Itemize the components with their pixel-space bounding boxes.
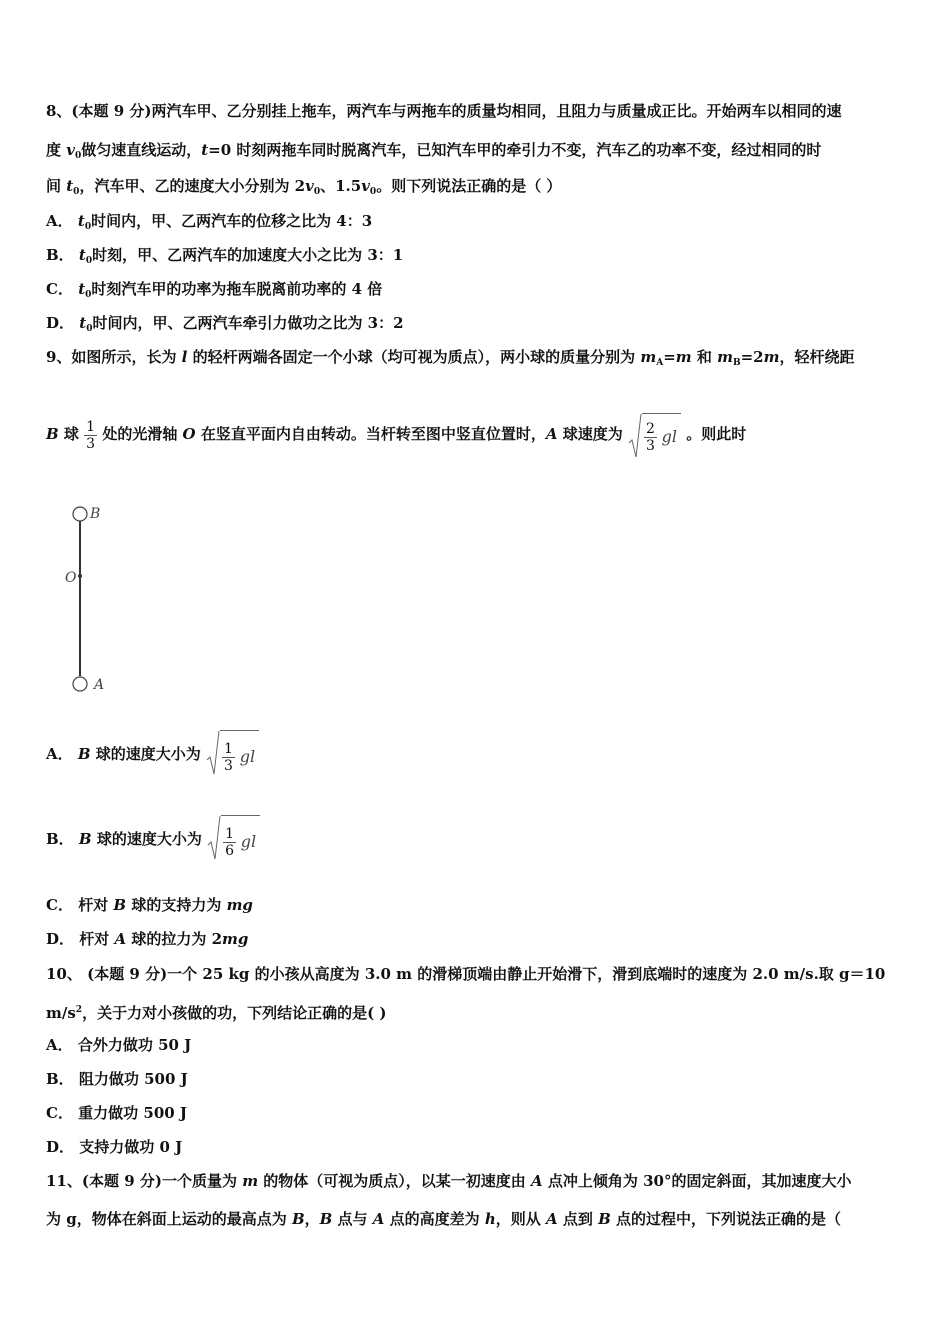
sqrt-expression: $\frac{2}{3}$ gl xyxy=(628,413,681,457)
q8-line-2: 度 $v_0$做匀速直线运动，t=0 时刻两拖车同时脱离汽车，已知汽车甲的牵引力不变，汽车乙的功率不变，经过相同的时 xyxy=(46,141,822,161)
q8-option-c: C． $t_0$时刻汽车甲的功率为拖车脱离前功率的 4 倍 xyxy=(46,280,383,300)
q8-option-a: A． $t_0$时间内，甲、乙两汽车的位移之比为 4：3 xyxy=(46,212,373,232)
ball-a xyxy=(73,677,87,691)
label-a: A xyxy=(94,677,105,693)
q8-option-b: B． $t_0$时刻，甲、乙两汽车的加速度大小之比为 3：1 xyxy=(46,246,404,266)
q9-option-c: C． 杆对 B 球的支持力为 mg xyxy=(46,896,253,914)
q9-line-2: B 球 $\frac{1}{3}$ 处的光滑轴 O 在竖直平面内自由转动。当杆转至图中竖直位置时，A 球速度为 $\frac{2}{3}$ gl 。则此时 xyxy=(46,413,746,457)
q9-line-1: 9、如图所示，长为 l 的轻杆两端各固定一个小球（均可视为质点），两小球的质量分别为 $m_A=m$ 和 $m_B=2m$，轻杆绕距 xyxy=(46,348,855,368)
q9-option-b: B． B 球的速度大小为 $\frac{1}{6}$ gl xyxy=(46,815,260,865)
q10-option-d: D． 支持力做功 0 J xyxy=(46,1138,183,1156)
q11-line-2: 为 g，物体在斜面上运动的最高点为 B，B 点与 A 点的高度差为 h，则从 A 点到 B 点的过程中，下列说法正确的是（ xyxy=(46,1210,842,1228)
label-b: B xyxy=(90,506,101,522)
q10-line-2: $m/s^2$，关于力对小孩做的功，下列结论正确的是( ) xyxy=(46,1004,387,1022)
fraction-one-third: $\frac{1}{3}$ xyxy=(86,418,96,452)
rod-diagram xyxy=(52,500,132,700)
q9-option-a: A． B 球的速度大小为 $\frac{1}{3}$ gl xyxy=(46,730,259,780)
q9-option-d: D． 杆对 A 球的拉力为 2mg xyxy=(46,930,249,948)
q10-line-1: 10、 (本题 9 分)一个 25 kg 的小孩从高度为 3.0 m 的滑梯顶端由静止开始滑下，滑到底端时的速度为 2.0 m/s.取 g＝10 xyxy=(46,965,886,983)
pivot-o xyxy=(78,574,82,578)
sqrt-one-third-gl: $\frac{1}{3}$ gl xyxy=(206,730,259,780)
q8-line-1: 8、(本题 9 分)两汽车甲、乙分别挂上拖车，两汽车与两拖车的质量均相同，且阻力与质量成正比。开始两车以相同的速 xyxy=(46,102,842,120)
q10-option-c: C． 重力做功 500 J xyxy=(46,1104,188,1122)
label-o: O xyxy=(65,570,77,586)
ball-b xyxy=(73,507,87,521)
q10-option-a: A． 合外力做功 50 J xyxy=(46,1036,192,1054)
q11-line-1: 11、(本题 9 分)一个质量为 m 的物体（可视为质点），以某一初速度由 A 点冲上倾角为 30°的固定斜面，其加速度大小 xyxy=(46,1172,852,1190)
q8-option-d: D． $t_0$时间内，甲、乙两汽车牵引力做功之比为 3：2 xyxy=(46,314,404,334)
q8-line-3: 间 $t_0$，汽车甲、乙的速度大小分别为 $2v_0$、$1.5v_0$。则下列说法正确的是（ ） xyxy=(46,177,562,197)
q10-option-b: B． 阻力做功 500 J xyxy=(46,1070,188,1088)
sqrt-one-sixth-gl: $\frac{1}{6}$ gl xyxy=(207,815,260,865)
